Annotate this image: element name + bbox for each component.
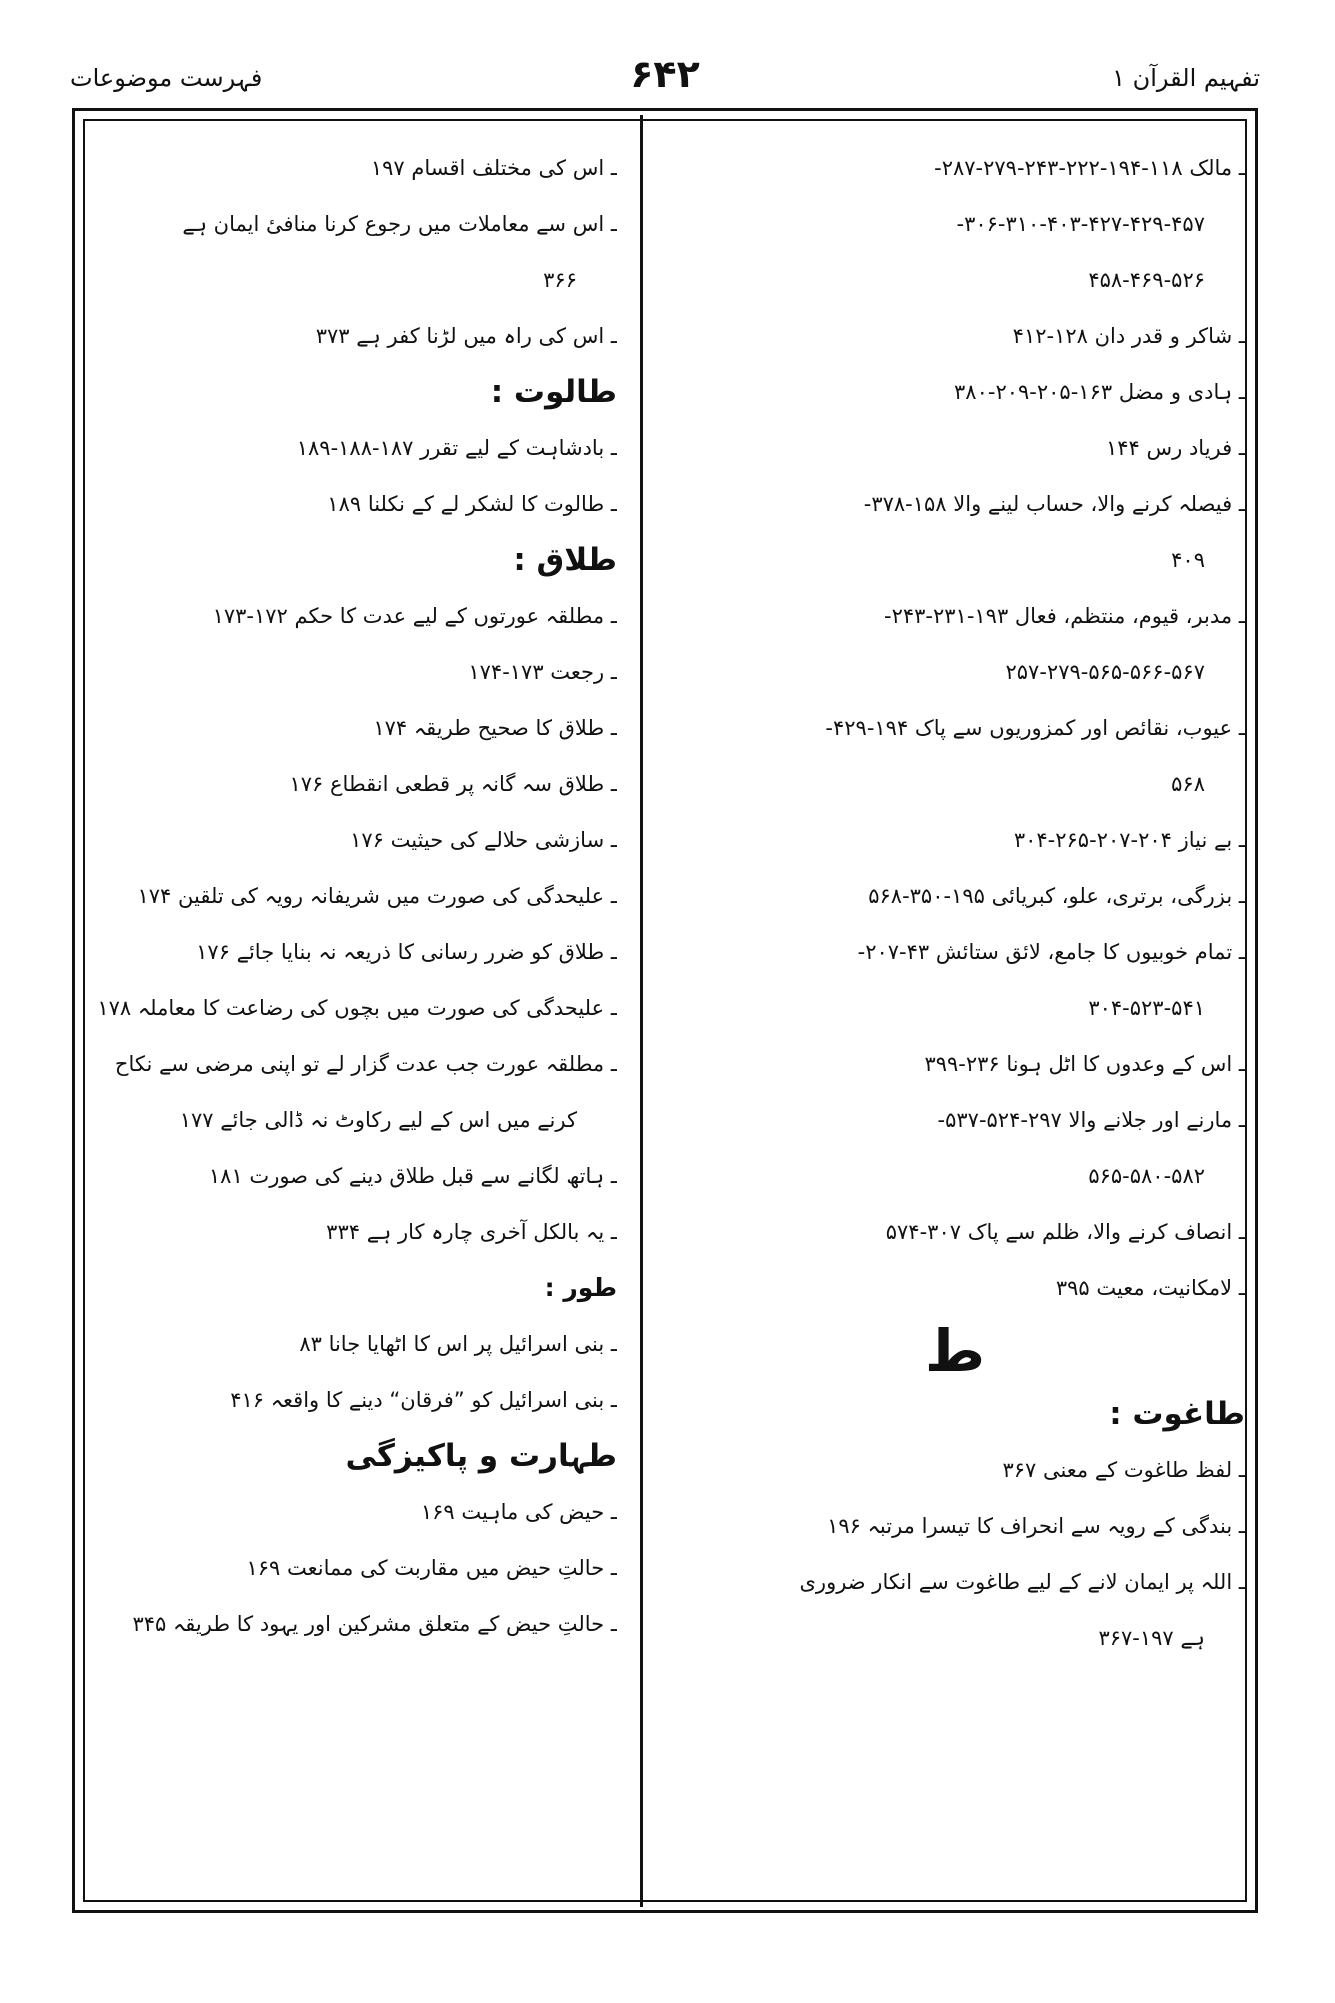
alphabet-letter-heading: ط	[924, 1317, 986, 1385]
index-entry: ـ لامکانیت، معیت ۳۹۵	[1055, 1276, 1245, 1300]
index-entry: ـ انصاف کرنے والا، ظلم سے پاک ۳۰۷-۵۷۴	[885, 1220, 1245, 1244]
index-entry: ـ شاکر و قدر دان ۱۲۸-۴۱۲	[1012, 324, 1245, 348]
index-column-left	[42, 140, 617, 1652]
index-entry: ـ بے نیاز ۲۰۴-۲۰۷-۲۶۵-۳۰۴	[1013, 828, 1245, 852]
index-heading: طلاق :	[513, 542, 617, 578]
index-entry-continuation: ہے ۱۹۷-۳۶۷	[1098, 1626, 1205, 1650]
index-entry: ـ اس کی راہ میں لڑنا کفر ہے ۳۷۳	[315, 324, 617, 348]
index-entry: ـ حیض کی ماہیت ۱۶۹	[420, 1500, 617, 1524]
index-entry: ـ عیوب، نقائص اور کمزوریوں سے پاک ۱۹۴-۴۲۹-	[825, 716, 1245, 740]
index-entry: ـ مطلقہ عورت جب عدت گزار لے تو اپنی مرضی سے نکاح	[114, 1052, 617, 1076]
index-entry: ـ سازشی حلالے کی حیثیت ۱۷۶	[350, 828, 617, 852]
index-entry: ـ علیحدگی کی صورت میں شریفانہ رویہ کی تلقین ۱۷۴	[137, 884, 617, 908]
index-entry: ـ فریاد رس ۱۴۴	[1105, 436, 1245, 460]
section-title: فہرست موضوعات	[70, 64, 263, 92]
page-number: ۶۴۲	[630, 52, 700, 96]
index-entry: ـ رجعت ۱۷۳-۱۷۴	[468, 660, 617, 684]
index-entry: ـ بزرگی، برتری، علو، کبریائی ۱۹۵-۳۵۰-۵۶۸	[868, 884, 1245, 908]
index-entry: ـ طلاق کو ضرر رسانی کا ذریعہ نہ بنایا جائے ۱۷۶	[196, 940, 617, 964]
index-entry-continuation: ۵۶۸	[1171, 772, 1205, 796]
column-divider	[640, 115, 643, 1907]
index-entry: ـ علیحدگی کی صورت میں بچوں کی رضاعت کا معاملہ ۱۷۸	[97, 996, 617, 1020]
index-entry: ـ بادشاہت کے لیے تقرر ۱۸۷-۱۸۸-۱۸۹	[296, 436, 617, 460]
index-entry: ـ بندگی کے رویہ سے انحراف کا تیسرا مرتبہ ۱۹۶	[827, 1514, 1245, 1538]
book-title: تفہیم القرآن ۱	[1112, 64, 1260, 92]
index-entry: ـ حالتِ حیض کے متعلق مشرکین اور یہود کا طریقہ ۳۴۵	[132, 1612, 617, 1636]
index-entry: ـ اللہ پر ایمان لانے کے لیے طاغوت سے انکار ضروری	[799, 1570, 1245, 1594]
index-entry: ـ لفظ طاغوت کے معنی ۳۶۷	[1002, 1458, 1245, 1482]
index-heading: طالوت :	[490, 374, 617, 410]
index-entry: ـ مالک ۱۱۸-۱۹۴-۲۲۲-۲۴۳-۲۷۹-۲۸۷-	[934, 156, 1245, 180]
index-entry: ـ حالتِ حیض میں مقاربت کی ممانعت ۱۶۹	[246, 1556, 617, 1580]
index-entry: ـ مطلقہ عورتوں کے لیے عدت کا حکم ۱۷۲-۱۷۳	[212, 604, 617, 628]
index-entry: ـ طلاق کا صحیح طریقہ ۱۷۴	[373, 716, 617, 740]
index-entry: ـ یہ بالکل آخری چارہ کار ہے ۳۳۴	[326, 1220, 617, 1244]
index-entry: ـ ہادی و مضل ۱۶۳-۲۰۵-۲۰۹-۳۸۰	[954, 380, 1245, 404]
index-entry: ـ اس سے معاملات میں رجوع کرنا منافیٔ ایمان ہے	[182, 212, 617, 236]
page-header	[70, 52, 1260, 116]
index-subheading: طور :	[544, 1273, 617, 1302]
index-heading: طہارت و پاکیزگی	[345, 1438, 617, 1474]
index-entry: ـ بنی اسرائیل کو ”فرقان“ دینے کا واقعہ ۴۱۶	[230, 1388, 617, 1412]
index-entry: ـ مارنے اور جلانے والا ۲۹۷-۵۲۴-۵۳۷-	[937, 1108, 1245, 1132]
index-entry: ـ ہاتھ لگانے سے قبل طلاق دینے کی صورت ۱۸۱	[208, 1164, 617, 1188]
index-entry-continuation: ۴۰۹	[1171, 548, 1205, 572]
index-entry: ـ اس کے وعدوں کا اٹل ہونا ۲۳۶-۳۹۹	[924, 1052, 1245, 1076]
index-entry-continuation: کرنے میں اس کے لیے رکاوٹ نہ ڈالی جائے ۱۷۷	[179, 1108, 577, 1132]
index-entry: ـ تمام خوبیوں کا جامع، لائق ستائش ۴۳-۲۰۷-	[857, 940, 1245, 964]
index-entry-continuation: ۲۵۷-۲۷۹-۵۶۵-۵۶۶-۵۶۷	[1005, 660, 1205, 684]
index-heading: طاغوت :	[1109, 1396, 1245, 1432]
index-entry-continuation: ۵۶۵-۵۸۰-۵۸۲	[1088, 1164, 1205, 1188]
index-entry: ـ طلاق سہ گانہ پر قطعی انقطاع ۱۷۶	[289, 772, 617, 796]
index-entry: ـ بنی اسرائیل پر اس کا اٹھایا جانا ۸۳	[299, 1332, 617, 1356]
index-entry: ـ اس کی مختلف اقسام ۱۹۷	[370, 156, 617, 180]
index-entry: ـ مدبر، قیوم، منتظم، فعال ۱۹۳-۲۳۱-۲۴۳-	[883, 604, 1245, 628]
index-entry-continuation: ۳۰۴-۵۲۳-۵۴۱	[1088, 996, 1205, 1020]
index-entry-continuation: ۳۰۶-۳۱۰-۴۰۳-۴۲۷-۴۲۹-۴۵۷-	[956, 212, 1205, 236]
index-entry: ـ طالوت کا لشکر لے کے نکلنا ۱۸۹	[327, 492, 617, 516]
index-entry-continuation: ۳۶۶	[543, 268, 577, 292]
index-entry: ـ فیصلہ کرنے والا، حساب لینے والا ۱۵۸-۳۷۸-	[863, 492, 1245, 516]
index-entry-continuation: ۴۵۸-۴۶۹-۵۲۶	[1088, 268, 1205, 292]
index-column-right	[665, 140, 1245, 1666]
